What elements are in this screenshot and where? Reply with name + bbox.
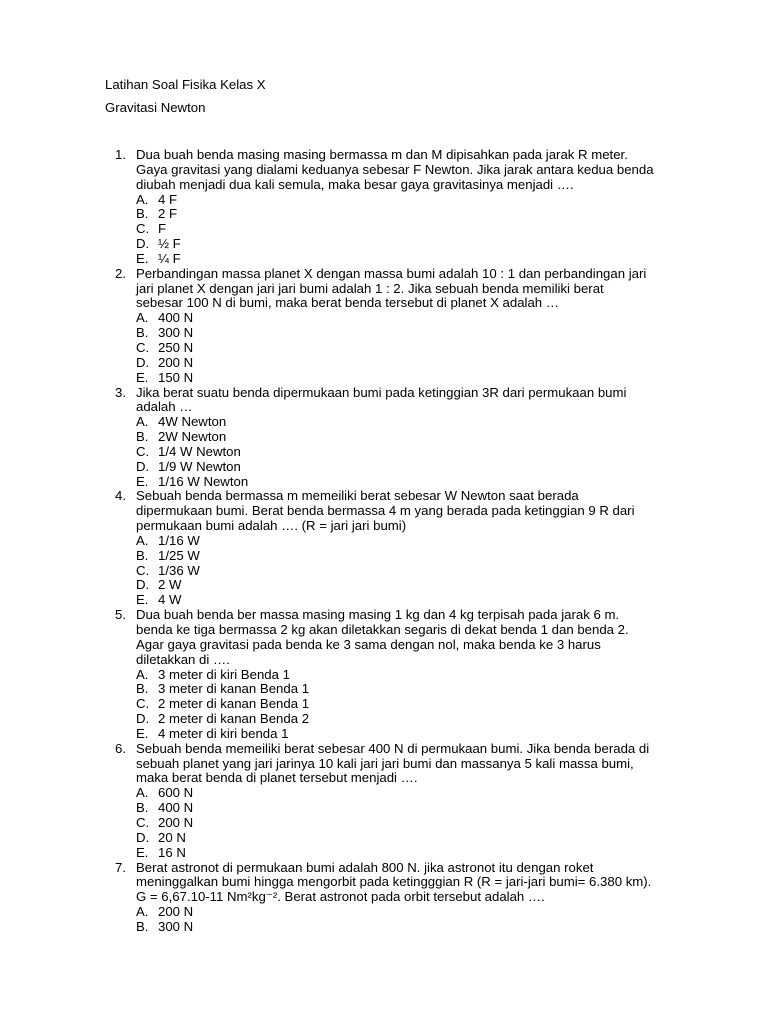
- option-letter: D.: [136, 829, 150, 845]
- answer-option: [136, 311, 665, 326]
- option-text: 2 meter di kanan Benda 2: [158, 711, 310, 727]
- answer-option: [136, 356, 665, 371]
- option-text: 2 W: [158, 577, 182, 593]
- option-text: 250 N: [158, 339, 194, 355]
- answer-option: [136, 846, 665, 861]
- option-letter: C.: [136, 562, 150, 578]
- option-text: 1/16 W: [158, 532, 200, 548]
- question-number: 4.: [115, 488, 126, 504]
- answer-option: [136, 341, 665, 356]
- question-item: [105, 608, 665, 742]
- option-text: 150 N: [158, 369, 194, 385]
- option-letter: D.: [136, 458, 150, 474]
- option-letter: B.: [136, 547, 149, 563]
- answer-option: [136, 460, 665, 475]
- answer-option: [136, 697, 665, 712]
- option-letter: B.: [136, 429, 149, 445]
- option-text: 400 N: [158, 310, 194, 326]
- option-letter: C.: [136, 696, 150, 712]
- question-text-line: diubah menjadi dua kali semula, maka besar gaya gravitasinya menjadi ….: [136, 176, 574, 192]
- option-text: 4 F: [158, 191, 178, 207]
- answer-option: [136, 207, 665, 222]
- question-item: [105, 386, 665, 490]
- answer-option: [136, 415, 665, 430]
- answer-option: [136, 564, 665, 579]
- option-letter: D.: [136, 711, 150, 727]
- question-text-line: sebesar 100 N di bumi, maka berat benda tersebut di planet X adalah …: [136, 295, 559, 311]
- option-letter: E.: [136, 725, 149, 741]
- question-text-line: sebuah planet yang jari jarinya 10 kali jari jari bumi dan massanya 5 kali massa bumi,: [136, 755, 634, 771]
- option-letter: E.: [136, 369, 149, 385]
- option-letter: A.: [136, 785, 149, 801]
- question-text-line: adalah …: [136, 399, 193, 415]
- option-letter: B.: [136, 681, 149, 697]
- option-letter: C.: [136, 339, 150, 355]
- option-text: 300 N: [158, 325, 194, 341]
- question-number: 6.: [115, 740, 126, 756]
- question-item: [105, 148, 665, 267]
- option-text: ½ F: [158, 236, 181, 252]
- option-text: 200 N: [158, 354, 194, 370]
- option-letter: C.: [136, 814, 150, 830]
- answer-option: [136, 578, 665, 593]
- option-letter: A.: [136, 666, 149, 682]
- question-text-line: meninggalkan bumi hingga mengorbit pada ketingggian R (R = jari-jari bumi= 6.380 km).: [136, 874, 652, 890]
- option-text: 2 F: [158, 206, 178, 222]
- answer-option: [136, 326, 665, 341]
- option-letter: B.: [136, 800, 149, 816]
- option-text: 1/16 W Newton: [158, 473, 249, 489]
- option-letter: B.: [136, 206, 149, 222]
- option-text: F: [158, 221, 167, 237]
- option-letter: A.: [136, 191, 149, 207]
- answer-option: [136, 831, 665, 846]
- question-text-line: Sebuah benda memeiliki berat sebesar 400 N di permukaan bumi. Jika benda berada di: [136, 740, 650, 756]
- answer-option: [136, 237, 665, 252]
- question-text-line: G = 6,67.10-11 Nm²kg⁻². Berat astronot pada orbit tersebut adalah ….: [136, 889, 545, 905]
- question-text-line: Berat astronot di permukaan bumi adalah 800 N. jika astronot itu dengan roket: [136, 859, 594, 875]
- option-text: 20 N: [158, 829, 186, 845]
- option-letter: A.: [136, 532, 149, 548]
- option-letter: A.: [136, 414, 149, 430]
- question-text-line: diletakkan di ….: [136, 651, 230, 667]
- answer-option: [136, 668, 665, 683]
- question-text-line: Sebuah benda bermassa m memeiliki berat sebesar W Newton saat berada: [136, 488, 579, 504]
- option-text: 400 N: [158, 800, 194, 816]
- answer-option: [136, 801, 665, 816]
- question-list: [105, 148, 665, 935]
- question-text-line: maka berat benda di planet tersebut menjadi ….: [136, 770, 418, 786]
- option-text: 3 meter di kiri Benda 1: [158, 666, 290, 682]
- option-letter: C.: [136, 443, 150, 459]
- option-letter: D.: [136, 354, 150, 370]
- option-text: ¼ F: [158, 250, 181, 266]
- answer-option: [136, 475, 665, 490]
- question-item: [105, 489, 665, 608]
- answer-option: [136, 371, 665, 386]
- question-number: 5.: [115, 607, 126, 623]
- question-text-line: jari planet X dengan jari jari bumi adalah 1 : 2. Jika sebuah benda memiliki berat: [136, 280, 604, 296]
- option-text: 2W Newton: [158, 429, 227, 445]
- question-text-line: dipermukaan bumi. Berat benda bermassa 4 m yang berada pada ketinggian 9 R dari: [136, 503, 635, 519]
- option-letter: D.: [136, 236, 150, 252]
- answer-option: [136, 252, 665, 267]
- option-text: 300 N: [158, 918, 194, 934]
- option-text: 1/4 W Newton: [158, 443, 241, 459]
- answer-option: [136, 727, 665, 742]
- option-text: 1/25 W: [158, 547, 200, 563]
- question-text-line: benda ke tiga bermassa 2 kg akan diletakkan segaris di dekat benda 1 dan benda 2.: [136, 622, 629, 637]
- document-title: Latihan Soal Fisika Kelas X: [105, 77, 266, 92]
- question-number: 7.: [115, 859, 126, 875]
- option-text: 200 N: [158, 814, 194, 830]
- option-text: 16 N: [158, 844, 186, 860]
- question-text-line: permukaan bumi adalah …. (R = jari jari bumi): [136, 518, 407, 534]
- question-text-line: Jika berat suatu benda dipermukaan bumi pada ketinggian 3R dari permukaan bumi: [136, 384, 627, 400]
- answer-option: [136, 445, 665, 460]
- option-letter: A.: [136, 904, 149, 920]
- answer-option: [136, 816, 665, 831]
- question-text-line: Perbandingan massa planet X dengan massa bumi adalah 10 : 1 dan perbandingan jari: [136, 265, 647, 281]
- option-letter: A.: [136, 310, 149, 326]
- answer-option: [136, 786, 665, 801]
- option-letter: E.: [136, 592, 149, 608]
- question-number: 2.: [115, 265, 126, 281]
- question-item: [105, 267, 665, 386]
- question-text-line: Agar gaya gravitasi pada benda ke 3 sama dengan nol, maka benda ke 3 harus: [136, 636, 601, 652]
- option-text: 4W Newton: [158, 414, 227, 430]
- option-letter: E.: [136, 844, 149, 860]
- answer-option: [136, 193, 665, 208]
- option-text: 200 N: [158, 904, 194, 920]
- answer-option: [136, 712, 665, 727]
- question-number: 3.: [115, 384, 126, 400]
- question-item: [105, 861, 665, 935]
- option-letter: E.: [136, 473, 149, 489]
- option-letter: D.: [136, 577, 150, 593]
- option-text: 4 W: [158, 592, 182, 608]
- option-text: 1/9 W Newton: [158, 458, 241, 474]
- option-letter: B.: [136, 325, 149, 341]
- option-letter: B.: [136, 918, 149, 934]
- answer-option: [136, 222, 665, 237]
- option-text: 3 meter di kanan Benda 1: [158, 681, 310, 697]
- option-text: 1/36 W: [158, 562, 200, 578]
- answer-option: [136, 534, 665, 549]
- question-item: [105, 742, 665, 861]
- answer-option: [136, 920, 665, 935]
- answer-option: [136, 549, 665, 564]
- answer-option: [136, 430, 665, 445]
- answer-option: [136, 682, 665, 697]
- question-text-line: Gaya gravitasi yang dialami keduanya sebesar F Newton. Jika jarak antara kedua benda: [136, 161, 654, 177]
- option-letter: C.: [136, 221, 150, 237]
- option-text: 600 N: [158, 785, 194, 801]
- question-number: 1.: [115, 147, 126, 162]
- option-letter: E.: [136, 250, 149, 266]
- answer-option: [136, 593, 665, 608]
- document-subtitle: Gravitasi Newton: [105, 100, 206, 115]
- question-text-line: Dua buah benda ber massa masing masing 1 kg dan 4 kg terpisah pada jarak 6 m.: [136, 607, 620, 623]
- question-text-line: Dua buah benda masing masing bermassa m dan M dipisahkan pada jarak R meter.: [136, 147, 628, 162]
- option-text: 2 meter di kanan Benda 1: [158, 696, 310, 712]
- answer-option: [136, 905, 665, 920]
- option-text: 4 meter di kiri benda 1: [158, 725, 289, 741]
